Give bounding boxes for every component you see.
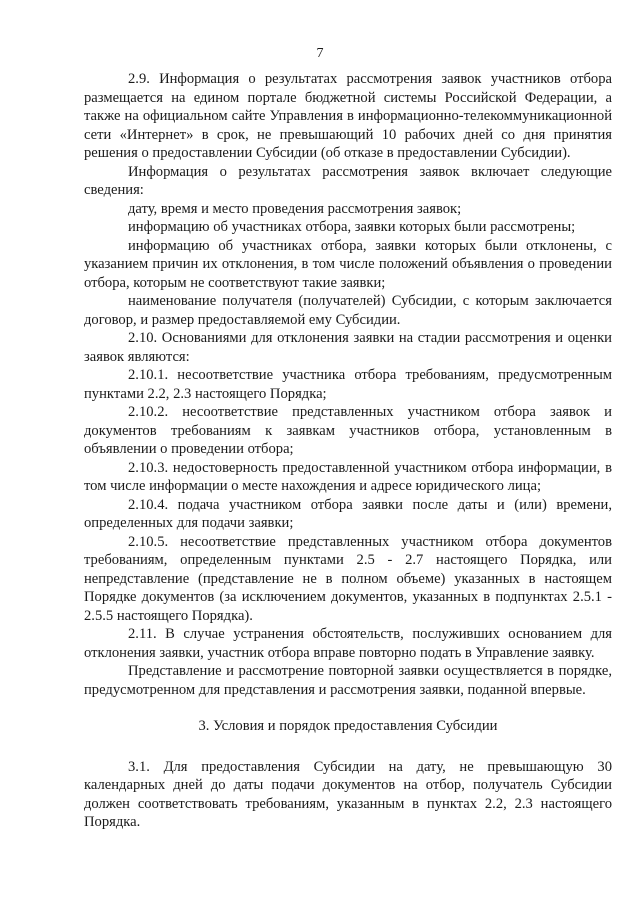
paragraph-2-10-2: 2.10.2. несоответствие представленных участником отбора заявок и документов требованиям к заявкам участников отбора, установленным в объявлении о проведении отбора;	[84, 404, 612, 457]
paragraph-2-10: 2.10. Основаниями для отклонения заявки на стадии рассмотрения и оценки заявок являются:	[84, 330, 612, 365]
list-item-reviewed: информацию об участниках отбора, заявки которых были рассмотрены;	[128, 219, 576, 235]
paragraph-2-9: 2.9. Информация о результатах рассмотрения заявок участников отбора размещается на едином портале бюджетной системы Российской Федерации, а также на официальном сайте Управления в информационно-телекоммуникационной сети «Интернет» в срок, не превышающий 10 рабочих дней со дня принятия решения о предоставлении Субсидии (об отказе в предоставлении Субсидии).	[84, 71, 612, 161]
section-heading: 3. Условия и порядок предоставления Субсидии	[198, 718, 498, 734]
document-body	[84, 70, 612, 832]
paragraph-info-includes: Информация о результатах рассмотрения заявок включает следующие сведения:	[84, 163, 612, 198]
paragraph-resubmission: Представление и рассмотрение повторной заявки осуществляется в порядке, предусмотренном для представления и рассмотрения заявки, поданной впервые.	[84, 663, 612, 698]
paragraph-2-10-1: 2.10.1. несоответствие участника отбора требованиям, предусмотренным пунктами 2.2, 2.3 настоящего Порядка;	[84, 367, 612, 402]
paragraph-2-11: 2.11. В случае устранения обстоятельств, послуживших основанием для отклонения заявки, участник отбора вправе повторно подать в Управление заявку.	[84, 626, 612, 661]
list-item-recipient: наименование получателя (получателей) Субсидии, с которым заключается договор, и размер предоставляемой ему Субсидии.	[84, 293, 612, 328]
paragraph-2-10-4: 2.10.4. подача участником отбора заявки после даты и (или) времени, определенных для подачи заявки;	[84, 496, 612, 531]
paragraph-3-1: 3.1. Для предоставления Субсидии на дату, не превышающую 30 календарных дней до даты подачи документов на отбор, получатель Субсидии должен соответствовать требованиям, указанным в пунктах 2.2, 2.3 настоящего Порядка.	[84, 758, 612, 830]
list-item-rejected: информацию об участниках отбора, заявки которых были отклонены, с указанием причин их отклонения, в том числе положений объявления о проведении отбора, которым не соответствуют такие заявки;	[84, 237, 612, 291]
page-number: 7	[316, 46, 324, 61]
list-item-date: дату, время и место проведения рассмотрения заявок;	[128, 200, 462, 217]
paragraph-2-10-5: 2.10.5. несоответствие представленных участником отбора документов требованиям, определенным пунктами 2.5 - 2.7 настоящего Порядка, или непредставление (представление не в полном объеме) указанных в настоящем Порядке документов (за исключением документов, указанных в подпунктах 2.5.1 - 2.5.5 настоящего Порядка).	[84, 533, 612, 624]
paragraph-2-10-3: 2.10.3. недостоверность предоставленной участником отбора информации, в том числе информации о месте нахождения и адресе юридического лица;	[84, 459, 612, 494]
